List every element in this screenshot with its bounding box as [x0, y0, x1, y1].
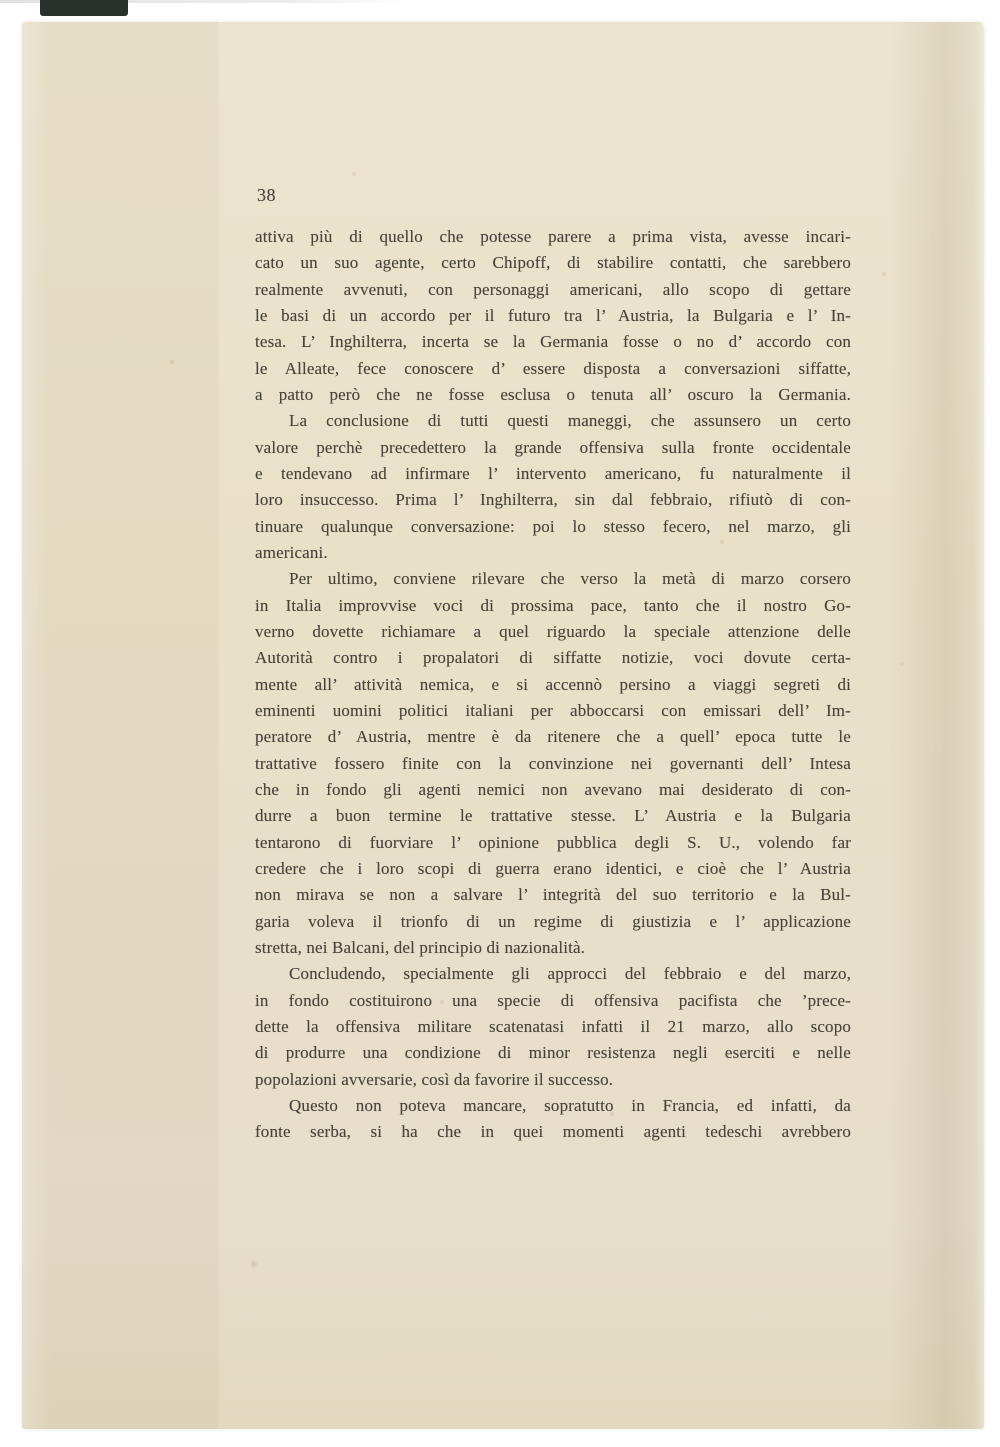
text-line: a patto però che ne fosse esclusa o tenuta all’ oscuro la Germania. [255, 384, 851, 404]
text-line: tinuare qualunque conversazione: poi lo stesso fecero, nel marzo, gli [255, 516, 851, 536]
text-line: attiva più di quello che potesse parere a prima vista, avesse incari- [255, 227, 851, 246]
text-line: in Italia improvvise voci di prossima pace, tanto che il nostro Go- [255, 595, 851, 615]
text-line: in fondo costituirono una specie di offensiva pacifista che ’prece- [255, 990, 851, 1010]
text-line: trattative fossero finite con la convinzione nei governanti dell’ Intesa [255, 753, 851, 773]
text-line: Autorità contro i propalatori di siffatte notizie, voci dovute certa- [255, 648, 851, 668]
text-line: popolazioni avversarie, così da favorire il successo. [255, 1069, 614, 1089]
text-line: Questo non poteva mancare, sopratutto in Francia, ed infatti, da [289, 1095, 851, 1115]
paragraph [255, 1093, 851, 1146]
text-line: stretta, nei Balcani, del principio di nazionalità. [255, 937, 586, 957]
text-line: credere che i loro scopi di guerra erano identici, e cioè che l’ Austria [255, 858, 851, 878]
text-line: americani. [255, 542, 328, 562]
text-line: Per ultimo, conviene rilevare che verso la metà di marzo corsero [289, 569, 851, 589]
text-line: e tendevano ad infirmare l’ intervento americano, fu naturalmente il [255, 463, 851, 483]
text-line: tesa. L’ Inghilterra, incerta se la Germania fosse o no d’ accordo con [255, 332, 851, 352]
scanned-page [22, 22, 984, 1429]
page-number: 38 [257, 185, 276, 205]
paragraph [255, 224, 851, 408]
text-line: garia voleva il trionfo di un regime di giustizia e l’ applicazione [255, 911, 851, 931]
text-line: verno dovette richiamare a quel riguardo la speciale attenzione delle [255, 621, 851, 641]
text-line: realmente avvenuti, con personaggi americani, allo scopo di gettare [255, 279, 851, 299]
page-text [255, 224, 851, 1145]
text-line: Concludendo, specialmente gli approcci del febbraio e del marzo, [289, 964, 851, 984]
text-line: tentarono di fuorviare l’ opinione pubblica degli S. U., volendo far [255, 832, 851, 852]
text-line: che in fondo gli agenti nemici non avevano mai desiderato di con- [255, 779, 851, 799]
text-line: dette la offensiva militare scatenatasi infatti il 21 marzo, allo scopo [255, 1016, 851, 1036]
text-line: di produrre una condizione di minor resistenza negli eserciti e nelle [255, 1043, 851, 1063]
text-line: le basi di un accordo per il futuro tra l’ Austria, la Bulgaria e l’ In- [255, 305, 851, 325]
scan-corner-mark [40, 0, 128, 16]
text-line: peratore d’ Austria, mentre è da ritenere che a quell’ epoca tutte le [255, 727, 851, 747]
text-line: mente all’ attività nemica, e si accennò persino a viaggi segreti di [255, 674, 851, 694]
text-line: eminenti uomini politici italiani per abboccarsi con emissari dell’ Im- [255, 700, 851, 720]
text-line: cato un suo agente, certo Chipoff, di stabilire contatti, che sarebbero [255, 253, 851, 273]
text-line: valore perchè precedettero la grande offensiva sulla fronte occidentale [255, 437, 851, 457]
text-line: loro insuccesso. Prima l’ Inghilterra, sin dal febbraio, rifiutò di con- [255, 490, 851, 510]
text-line: fonte serba, si ha che in quei momenti agenti tedeschi avrebbero [255, 1122, 851, 1142]
text-line: non mirava se non a salvare l’ integrità del suo territorio e la Bul- [255, 885, 851, 905]
paragraph [255, 961, 851, 1093]
text-line: le Alleate, fece conoscere d’ essere disposta a conversazioni siffatte, [255, 358, 851, 378]
text-line: La conclusione di tutti questi maneggi, che assunsero un certo [289, 411, 851, 431]
paragraph [255, 566, 851, 961]
paragraph [255, 408, 851, 566]
text-line: durre a buon termine le trattative stesse. L’ Austria e la Bulgaria [255, 806, 851, 826]
